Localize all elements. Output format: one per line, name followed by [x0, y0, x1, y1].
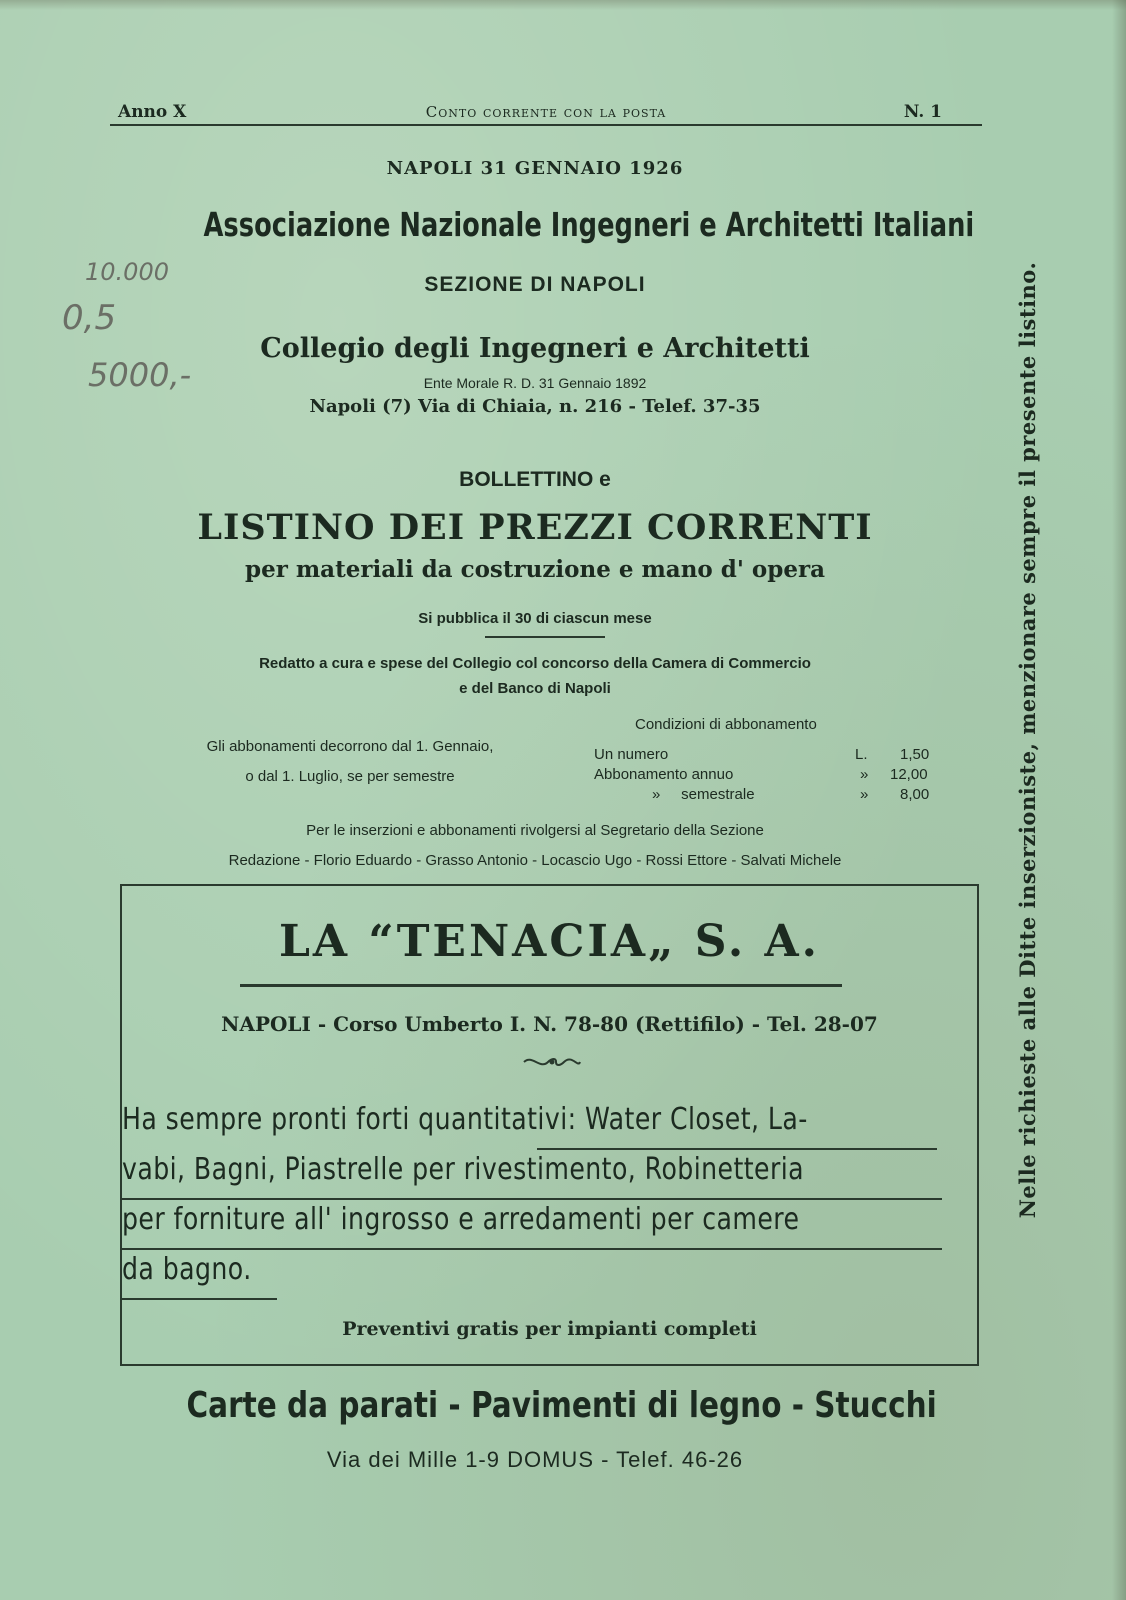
- editorial-credit-line-2: e del Banco di Napoli: [459, 680, 611, 697]
- volume-label: Anno X: [118, 102, 187, 122]
- inserzioni-note: Per le inserzioni e abbonamenti rivolgersi al Segretario della Sezione: [306, 822, 764, 839]
- condition-label: Un numero: [594, 746, 669, 763]
- ad-address: NAPOLI - Corso Umberto I. N. 78-80 (Rettifilo) - Tel. 28-07: [221, 1012, 878, 1036]
- postal-account-label: Conto corrente con la posta: [425, 103, 667, 121]
- ad-underline: [122, 1248, 942, 1250]
- ad-divider: [240, 984, 842, 987]
- side-note-vertical: Nelle richieste alle Ditte inserzioniste, menzionare sempre il presente listino.: [1015, 261, 1040, 1219]
- listino-subtitle: per materiali da costruzione e mano d' opera: [245, 556, 825, 583]
- ad-company-name: LA “TENACIA„ S. A.: [278, 916, 820, 967]
- editorial-credit-line-1: Redatto a cura e spese del Collegio col concorso della Camera di Commercio: [259, 655, 811, 672]
- condition-value: 8,00: [900, 786, 930, 803]
- condition-value: 12,00: [890, 766, 928, 783]
- masthead-header: [110, 100, 982, 126]
- condition-label: Abbonamento annuo: [594, 766, 734, 783]
- ad-text-line: Ha sempre pronti forti quantitativi: Water Closet, La-: [122, 1102, 808, 1137]
- publication-frequency: Si pubblica il 30 di ciascun mese: [418, 610, 652, 627]
- ad-preventivi: Preventivi gratis per impianti completi: [342, 1318, 757, 1340]
- listino-title: LISTINO DEI PREZZI CORRENTI: [197, 507, 873, 548]
- college-address: Napoli (7) Via di Chiaia, n. 216 - Telef. 37-35: [309, 396, 761, 417]
- condition-currency: »: [860, 786, 869, 803]
- editorial-board: Redazione - Florio Eduardo - Grasso Antonio - Locascio Ugo - Rossi Ettore - Salvati Michele: [228, 852, 842, 869]
- bollettino-label: BOLLETTINO e: [459, 468, 611, 491]
- conditions-title: Condizioni di abbonamento: [635, 716, 817, 733]
- pencil-note: 10.000: [85, 258, 169, 286]
- subscription-note-2: o dal 1. Luglio, se per semestre: [245, 768, 455, 785]
- ad-text-line: da bagno.: [122, 1252, 252, 1287]
- ad-underline: [122, 1298, 277, 1300]
- ad-text-line: per forniture all' ingrosso e arredamenti per camere: [122, 1202, 800, 1237]
- ad-underline: [122, 1198, 942, 1200]
- college-name: Collegio degli Ingegneri e Architetti: [260, 333, 810, 364]
- issue-date: NAPOLI 31 GENNAIO 1926: [386, 158, 684, 179]
- domus-address: Via dei Mille 1-9 DOMUS - Telef. 46-26: [326, 1447, 744, 1472]
- subscription-note-1: Gli abbonamenti decorrono dal 1. Gennaio,: [206, 738, 494, 755]
- pencil-note: 5000,-: [88, 356, 192, 394]
- carte-advertisement: Carte da parati - Pavimenti di legno - Stucchi: [186, 1385, 937, 1426]
- association-name: Associazione Nazionale Ingegneri e Architetti Italiani: [203, 205, 975, 244]
- divider: [485, 636, 605, 638]
- paper-edge-right: [1112, 0, 1126, 1600]
- condition-currency: »: [860, 766, 869, 783]
- section-name: SEZIONE DI NAPOLI: [424, 273, 646, 296]
- paper-edge-top: [0, 0, 1126, 10]
- ad-text-line: vabi, Bagni, Piastrelle per rivestimento, Robinetteria: [122, 1152, 805, 1187]
- ad-underline: [537, 1148, 937, 1150]
- ente-morale: Ente Morale R. D. 31 Gennaio 1892: [423, 375, 647, 391]
- tenacia-advertisement: [120, 884, 979, 1366]
- pencil-note: 0,5: [62, 298, 117, 338]
- issue-number: N. 1: [903, 102, 942, 122]
- condition-label: » semestrale: [652, 786, 755, 803]
- condition-currency: L.: [855, 746, 868, 763]
- ornament-icon: [522, 1054, 582, 1070]
- condition-value: 1,50: [900, 746, 930, 763]
